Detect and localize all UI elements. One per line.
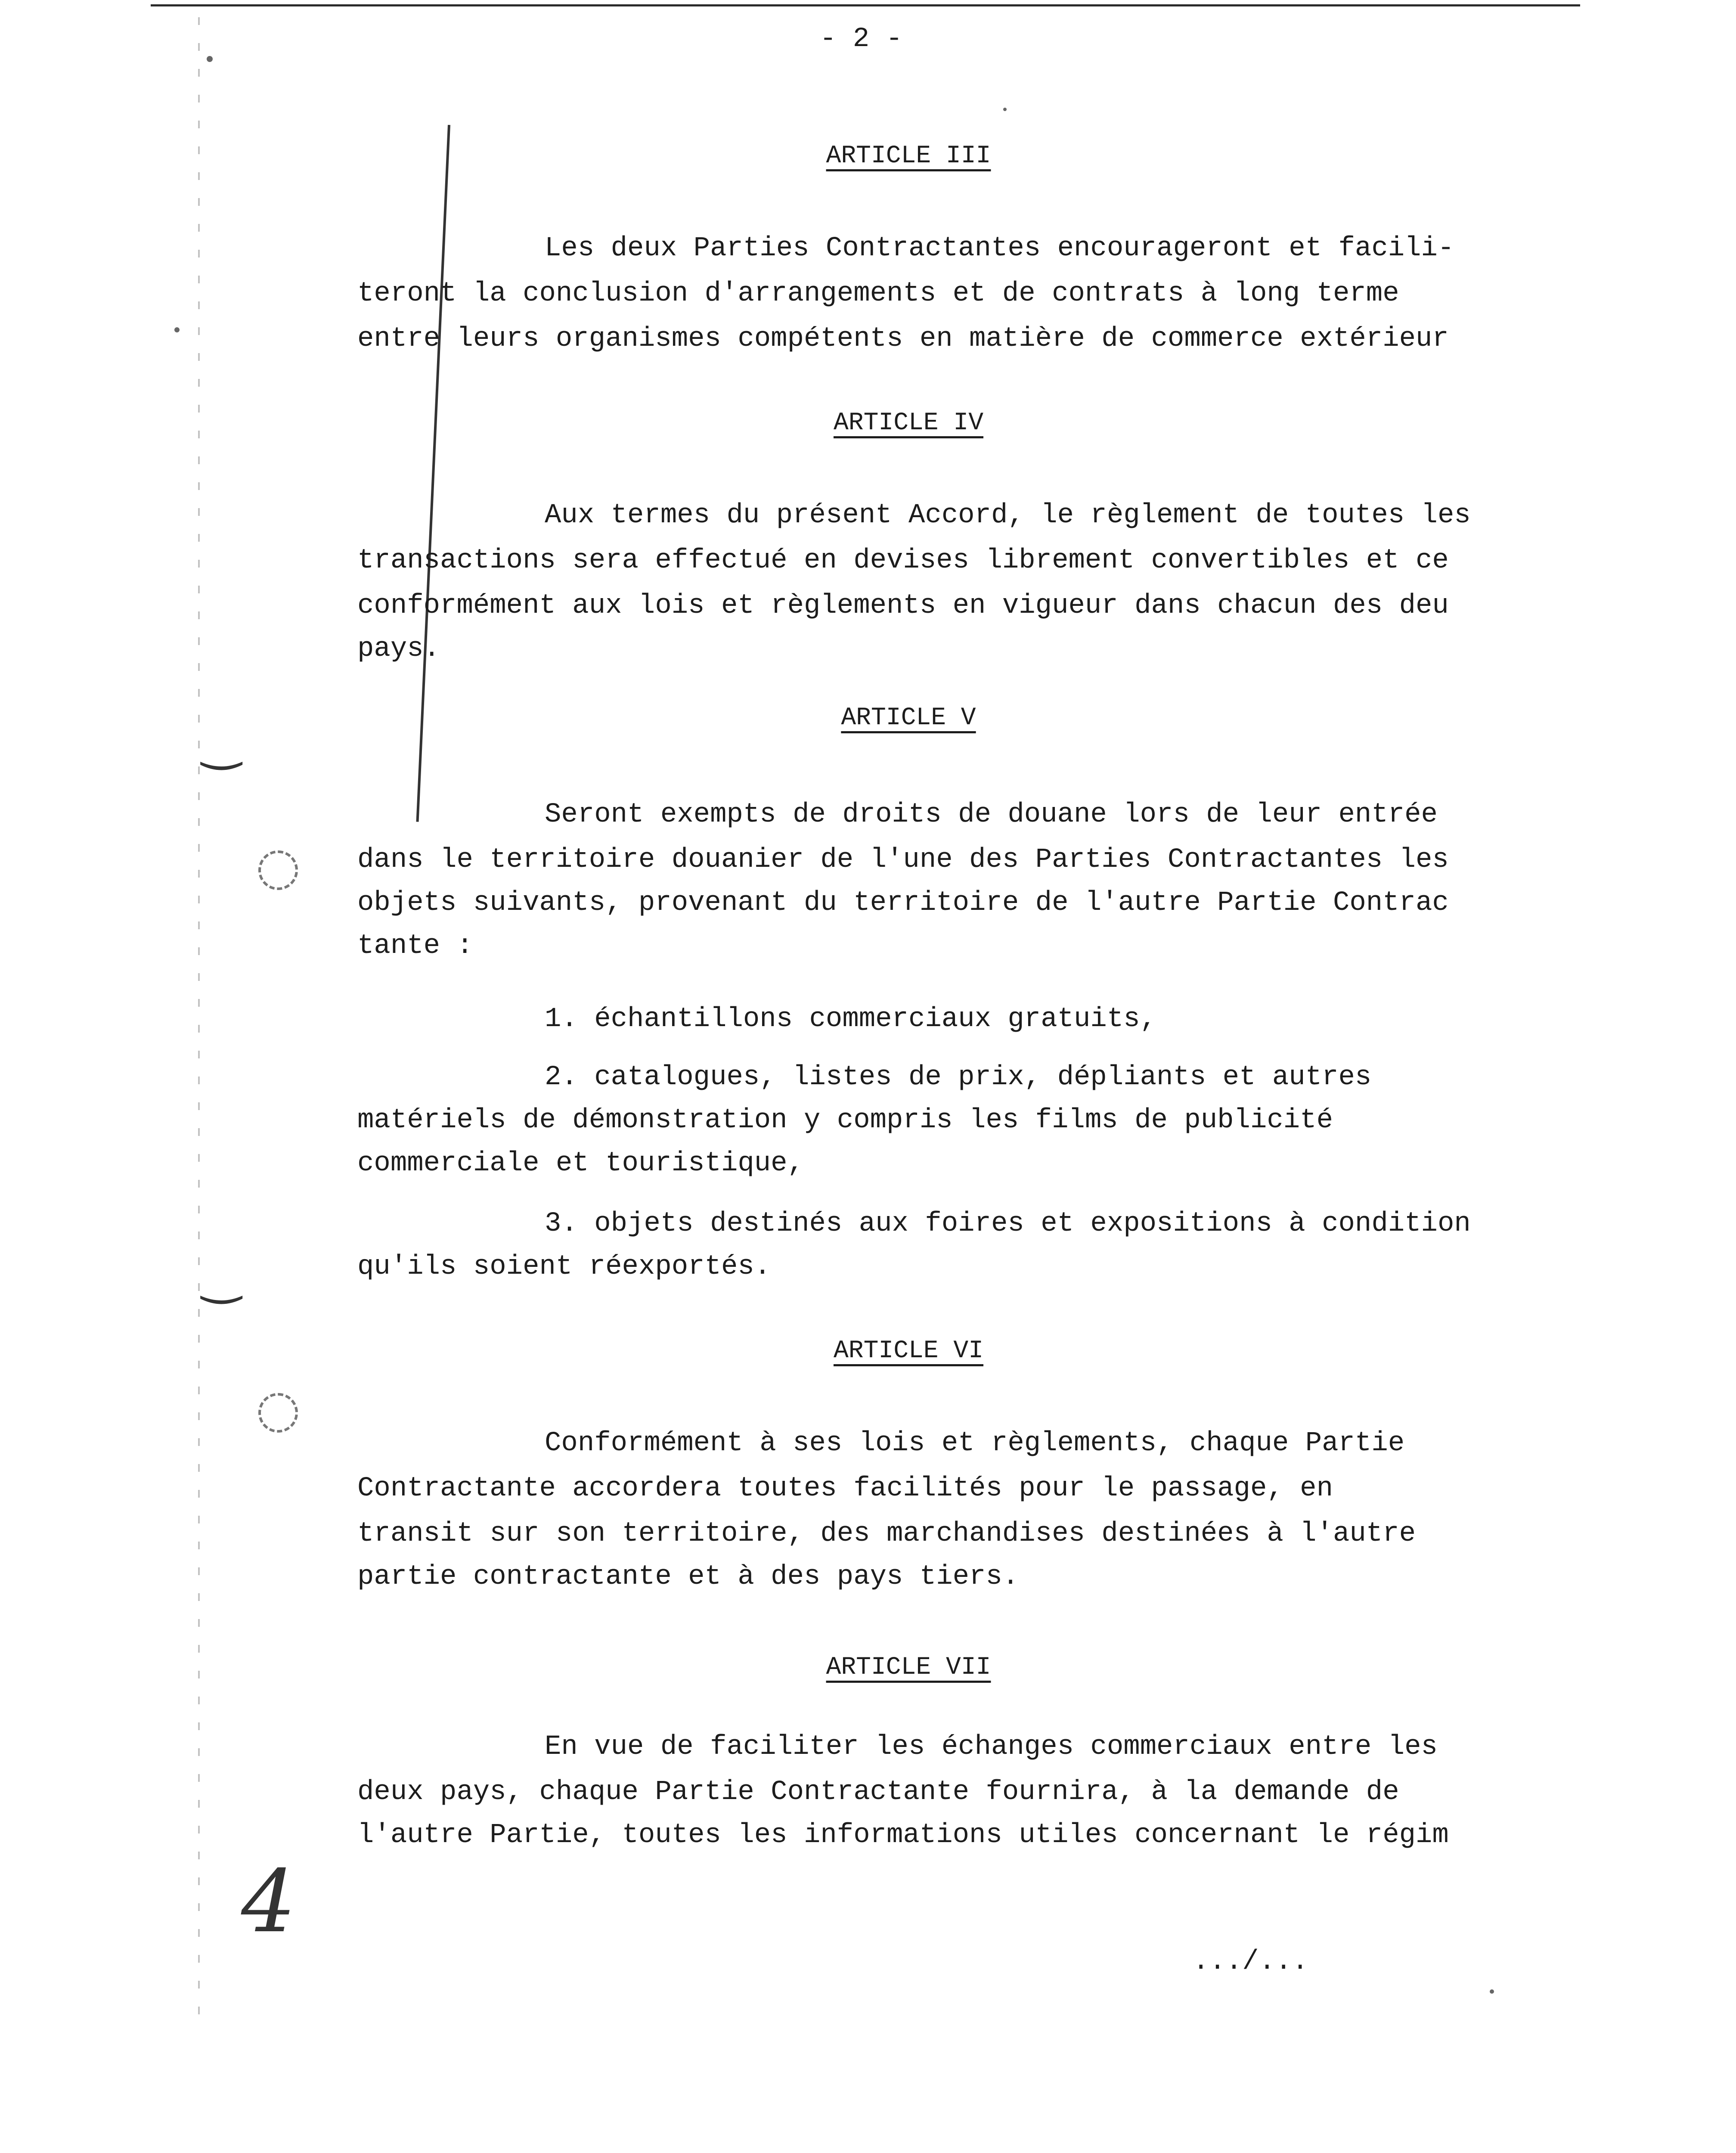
article-text-line: dans le territoire douanier de l'une des Parties Contractantes les [357,844,1449,875]
margin-bracket-mark-upper: ‿ [202,715,241,770]
article-heading: ARTICLE VII [826,1654,991,1681]
article-text-line: conformément aux lois et règlements en vigueur dans chacun des deu [357,590,1449,621]
list-item-line: 3. objets destinés aux foires et expositions à condition [545,1208,1471,1239]
list-item-line: matériels de démonstration y compris les films de publicité [357,1105,1333,1136]
margin-bracket-mark-lower: ‿ [202,1249,241,1304]
article-text-line: l'autre Partie, toutes les informations utiles concernant le régim [357,1820,1449,1851]
article-text-line: tante : [357,931,473,962]
article-heading: ARTICLE V [841,704,976,732]
article-text-line: transactions sera effectué en devises librement convertibles et ce [357,545,1449,576]
article-text-line: Contractante accordera toutes facilités pour le passage, en [357,1473,1333,1504]
article-text-line: Seront exempts de droits de douane lors de leur entrée [545,799,1438,830]
article-heading: ARTICLE III [826,142,991,170]
article-text-line: partie contractante et à des pays tiers. [357,1561,1019,1592]
article-text-line: Conformément à ses lois et règlements, chaque Partie [545,1428,1405,1459]
list-item-line: commerciale et touristique, [357,1148,804,1179]
scan-speck [174,327,180,332]
scan-speck [207,56,213,62]
article-text-line: entre leurs organismes compétents en matière de commerce extérieur [357,323,1449,354]
handwritten-margin-mark: 4 [241,1852,296,1952]
article-text-line: Les deux Parties Contractantes encourageront et facili- [545,233,1454,264]
article-text-line: Aux termes du présent Accord, le règlement de toutes les [545,500,1471,531]
punch-hole-upper [258,850,298,890]
page-number: - 2 - [819,24,903,55]
list-item-line: qu'ils soient réexportés. [357,1251,771,1282]
article-text-line: transit sur son territoire, des marchandises destinées à l'autre [357,1518,1416,1549]
scan-speck [1003,108,1007,111]
scan-speck [1490,1989,1494,1994]
article-heading: ARTICLE IV [833,409,984,437]
left-margin-dotted-border [198,17,200,2015]
continuation-marker: .../... [1193,1946,1308,1977]
article-text-line: deux pays, chaque Partie Contractante fournira, à la demande de [357,1777,1399,1808]
article-heading: ARTICLE VI [833,1337,984,1365]
punch-hole-lower [258,1393,298,1433]
list-item-line: 2. catalogues, listes de prix, dépliants et autres [545,1062,1372,1093]
top-rule [151,4,1580,6]
article-text-line: En vue de faciliter les échanges commerciaux entre les [545,1731,1438,1762]
article-text-line: pays. [357,633,440,664]
list-item-line: 1. échantillons commerciaux gratuits, [545,1004,1157,1035]
article-text-line: objets suivants, provenant du territoire de l'autre Partie Contrac [357,887,1449,918]
article-text-line: teront la conclusion d'arrangements et de contrats à long terme [357,278,1399,309]
